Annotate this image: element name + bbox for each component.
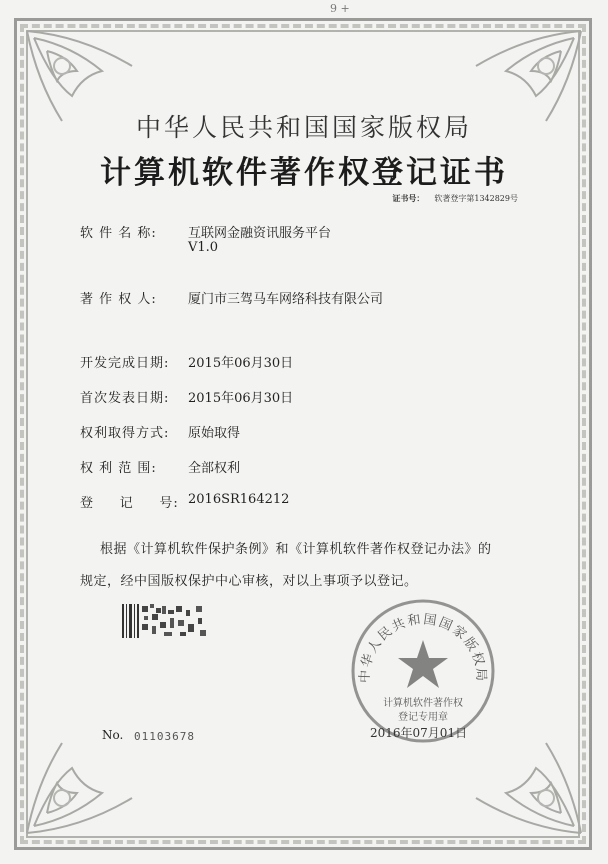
corner-ornament	[22, 738, 142, 838]
qr-barcode	[122, 604, 208, 638]
field-value-acquisition: 原始取得	[188, 426, 241, 441]
statement-line-2: 规定，经中国版权保护中心审核，对以上事项予以登记。	[80, 574, 418, 589]
field-label-publish-date: 首次发表日期:	[80, 391, 170, 406]
certificate-number-value: 软著登字第1342829号	[434, 194, 518, 203]
issuer-title: 中华人民共和国国家版权局	[135, 113, 472, 142]
field-value-copyright-owner: 厦门市三驾马车网络科技有限公司	[188, 292, 384, 307]
field-value-registration-number: 2016SR164212	[188, 492, 290, 507]
serial-label: No.	[102, 728, 124, 742]
statement-line-1: 根据《计算机软件保护条例》和《计算机软件著作权登记办法》的	[100, 542, 492, 557]
issue-date: 2016年07月01日	[370, 726, 468, 740]
handwritten-note: 9 +	[330, 2, 350, 15]
field-label-software-name: 软 件 名 称:	[80, 226, 157, 241]
certificate-number	[392, 193, 518, 204]
field-value-software-name: 互联网金融资讯服务平台	[188, 226, 332, 241]
field-value-version: V1.0	[188, 240, 219, 255]
seal-line-2: 登记专用章	[398, 712, 448, 723]
field-label-acquisition: 权利取得方式:	[80, 426, 170, 441]
field-label-registration-number: 登 记 号:	[80, 496, 179, 511]
field-value-completion-date: 2015年06月30日	[188, 356, 294, 371]
serial-number: 01103678	[134, 730, 195, 743]
field-value-scope: 全部权利	[188, 461, 241, 476]
seal-line-1: 计算机软件著作权	[383, 698, 463, 709]
field-label-scope: 权 利 范 围:	[80, 461, 157, 476]
certificate-number-label: 证书号：	[392, 193, 425, 203]
field-value-publish-date: 2015年06月30日	[188, 391, 294, 406]
field-label-completion-date: 开发完成日期:	[80, 356, 170, 371]
certificate-title: 计算机软件著作权登记证书	[100, 155, 508, 191]
seal-outer-text: 中华人民共和国国家版权局	[357, 612, 489, 684]
corner-ornament	[466, 738, 586, 838]
field-label-copyright-owner: 著 作 权 人:	[80, 292, 157, 307]
